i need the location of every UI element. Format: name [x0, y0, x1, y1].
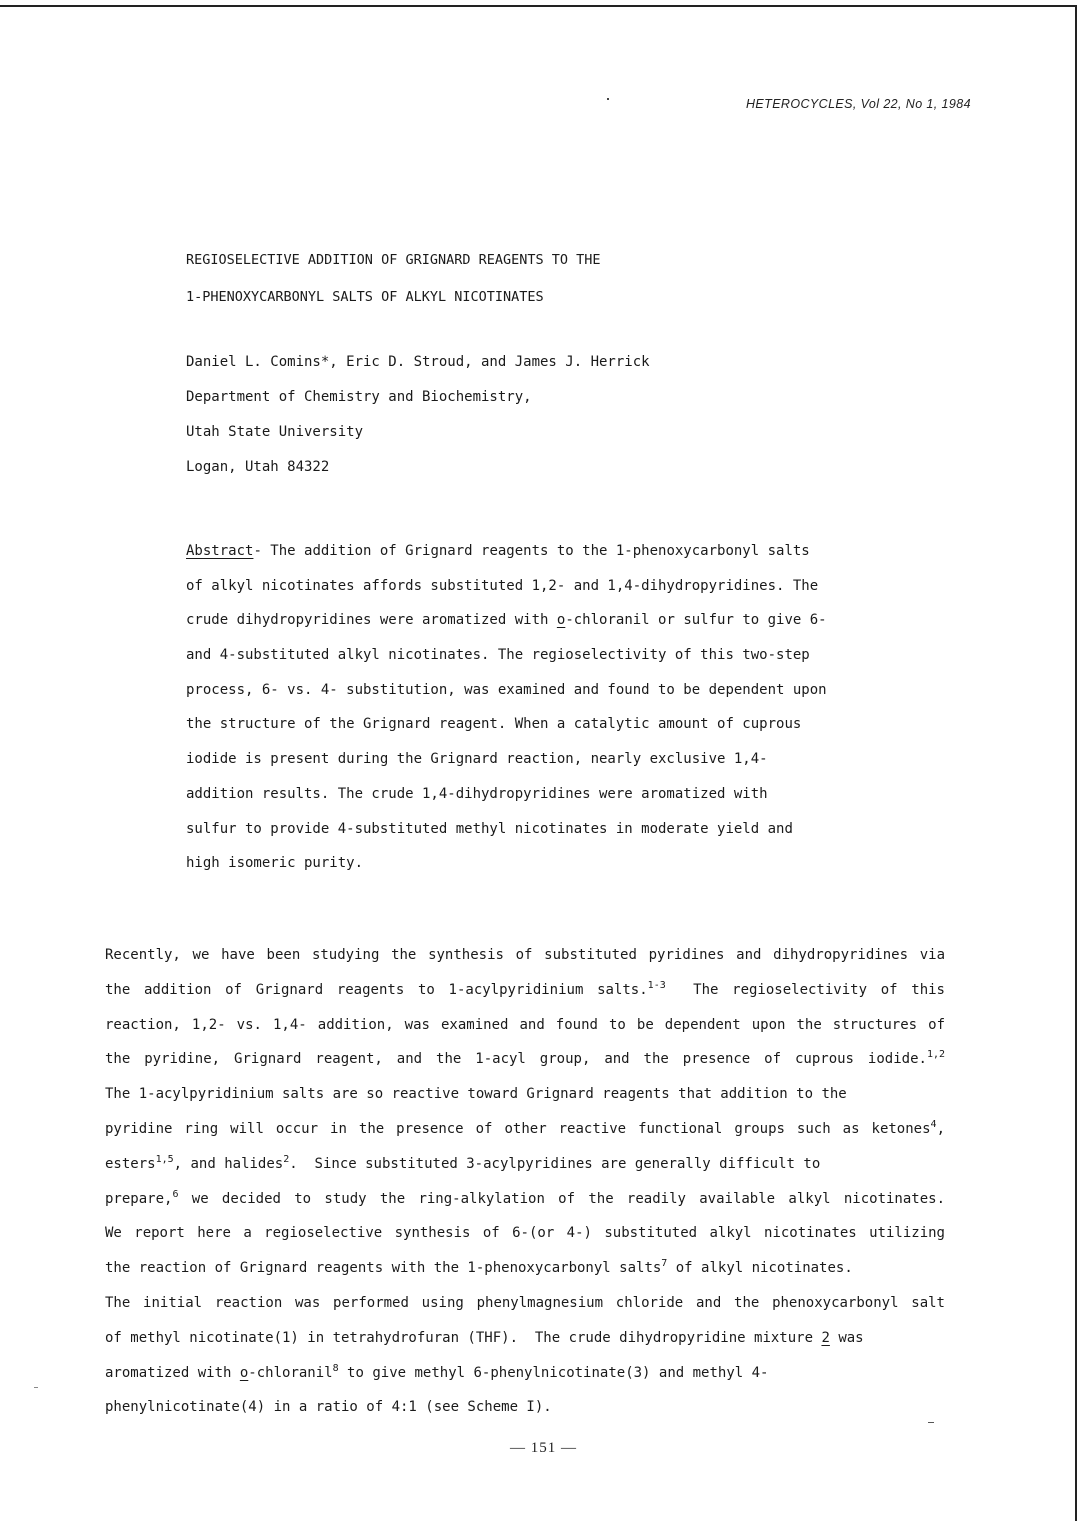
body-line: [105, 1321, 945, 1356]
author-block: [186, 345, 650, 485]
abstract-text: -chloranil or sulfur to give 6-: [565, 612, 827, 629]
body-text-run: ,: [936, 1120, 945, 1137]
citation-ref: 1-3: [647, 979, 666, 991]
abstract-line: the structure of the Grignard reagent. When a catalytic amount of cuprous: [186, 716, 802, 733]
body-text-run: Recently, we have been studying the synthesis of substituted pyridines and dihydropyridines via: [105, 947, 945, 963]
body-line: [105, 938, 945, 973]
body-text-run: the pyridine, Grignard reagent, and the 1-acyl group, and the presence of cuprous iodide.: [105, 1051, 927, 1068]
body-text-run: [105, 1112, 945, 1147]
author-department: Department of Chemistry and Biochemistry,: [186, 389, 532, 405]
body-line: [105, 1112, 945, 1147]
body-line: [105, 1286, 945, 1321]
body-text-run: We report here a regioselective synthesis of 6-(or 4-) substituted alkyl nicotinates utilizing: [105, 1225, 945, 1242]
abstract-line: [186, 603, 866, 638]
body-text-run: [105, 1251, 853, 1286]
body-text-run: we decided to study the ring-alkylation of the readily available alkyl nicotinates.: [178, 1190, 945, 1207]
body-text-run: reaction, 1,2- vs. 1,4- addition, was examined and found to be dependent upon the structures of: [105, 1016, 945, 1033]
abstract-line: [186, 534, 866, 569]
body-text-run: phenylnicotinate(4) in a ratio of 4:1 (see Scheme I).: [105, 1399, 552, 1416]
body-text-run: The 1-acylpyridinium salts are so reactive toward Grignard reagents that addition to the: [105, 1086, 847, 1103]
body-text-run: [105, 973, 945, 1008]
compound-number: 2: [821, 1329, 830, 1346]
body-line: [105, 1042, 945, 1077]
author-city: Logan, Utah 84322: [186, 459, 330, 475]
body-text-run: The regioselectivity of this: [665, 981, 945, 998]
journal-citation: HETEROCYCLES, Vol 22, No 1, 1984: [746, 97, 971, 111]
body-line: [105, 1216, 945, 1251]
body-line: [105, 1182, 945, 1217]
citation-ref: 6: [172, 1188, 179, 1200]
body-line: [105, 1077, 945, 1112]
body-text: [105, 938, 945, 1425]
body-text-run: [105, 1147, 820, 1182]
right-border-line: [1075, 5, 1077, 1521]
body-text-run: prepare,: [105, 1190, 173, 1207]
body-text-run: [105, 1182, 945, 1217]
body-text-run: the reaction of Grignard reagents with the 1-phenoxycarbonyl salts: [105, 1260, 662, 1277]
top-border-line: [0, 5, 1075, 7]
body-line: [105, 1356, 945, 1391]
abstract-line: sulfur to provide 4-substituted methyl nicotinates in moderate yield and: [186, 820, 793, 837]
title-line-1: REGIOSELECTIVE ADDITION OF GRIGNARD REAGENTS TO THE: [186, 252, 601, 268]
title-line-2: 1-PHENOXYCARBONYL SALTS OF ALKYL NICOTINATES: [186, 289, 544, 305]
body-text-run: pyridine ring will occur in the presence of other reactive functional groups such as ketones: [105, 1120, 931, 1137]
margin-mark: [928, 1422, 934, 1423]
scan-speck: [607, 98, 609, 100]
body-text-run: [105, 1356, 769, 1391]
abstract-line: of alkyl nicotinates affords substituted 1,2- and 1,4-dihydropyridines. The: [186, 577, 819, 594]
abstract-line: high isomeric purity.: [186, 855, 364, 872]
ortho-prefix: o: [556, 612, 566, 629]
citation-ref: 1,2: [926, 1049, 945, 1061]
body-line: [105, 1251, 945, 1286]
body-text-run: [105, 1321, 864, 1356]
body-text-run: esters: [105, 1155, 156, 1172]
abstract-line: and 4-substituted alkyl nicotinates. The regioselectivity of this two-step: [186, 647, 810, 664]
body-text-run: of methyl nicotinate(1) in tetrahydrofuran (THF). The crude dihydropyridine mixture: [105, 1329, 822, 1346]
abstract-text: - The addition of Grignard reagents to the 1-phenoxycarbonyl salts: [253, 543, 810, 559]
citation-ref: 1,5: [155, 1153, 174, 1165]
citation-ref: 7: [661, 1258, 668, 1270]
abstract-line: addition results. The crude 1,4-dihydropyridines were aromatized with: [186, 785, 768, 802]
page-number: — 151 —: [510, 1440, 577, 1456]
abstract-label: Abstract: [186, 543, 254, 559]
author-university: Utah State University: [186, 424, 364, 440]
citation-ref: 8: [332, 1362, 339, 1374]
body-text-run: , and halides: [173, 1155, 284, 1172]
body-text-run: . Since substituted 3-acylpyridines are generally difficult to: [289, 1155, 821, 1172]
body-text-run: the addition of Grignard reagents to 1-acylpyridinium salts.: [105, 981, 648, 998]
body-text-run: The initial reaction was performed using phenylmagnesium chloride and the phenoxycarbonyl salt: [105, 1294, 945, 1311]
abstract-line: process, 6- vs. 4- substitution, was examined and found to be dependent upon: [186, 681, 827, 698]
abstract-line: iodide is present during the Grignard reaction, nearly exclusive 1,4-: [186, 751, 768, 768]
margin-mark: [34, 1387, 38, 1388]
citation-ref: 4: [930, 1118, 937, 1130]
body-text-run: -chloranil: [248, 1364, 333, 1381]
body-line: [105, 1008, 945, 1043]
body-text-run: of alkyl nicotinates.: [667, 1260, 853, 1277]
body-text-run: aromatized with: [105, 1364, 240, 1381]
body-text-run: to give methyl 6-phenylnicotinate(3) and methyl 4-: [338, 1364, 769, 1381]
body-text-run: was: [829, 1329, 864, 1346]
citation-ref: 2: [283, 1153, 290, 1165]
abstract-text: crude dihydropyridines were aromatized with: [186, 612, 557, 629]
body-text-run: [105, 1042, 945, 1077]
author-names: Daniel L. Comins*, Eric D. Stroud, and James J. Herrick: [186, 354, 650, 370]
body-line: [105, 1147, 945, 1182]
ortho-prefix: o: [239, 1364, 249, 1381]
article-title: [186, 242, 601, 316]
abstract: [186, 534, 866, 881]
body-line: [105, 1390, 945, 1425]
body-line: [105, 973, 945, 1008]
